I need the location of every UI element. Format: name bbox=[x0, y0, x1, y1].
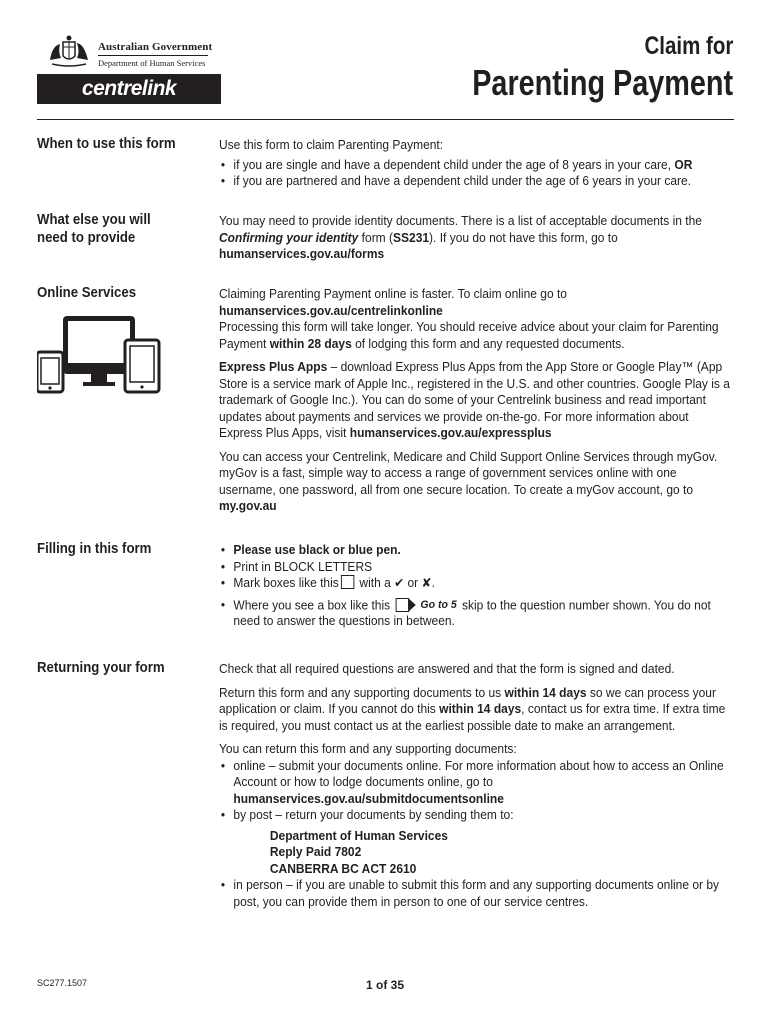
section-online-services bbox=[219, 286, 733, 522]
goto-box-icon: Go to 5 bbox=[395, 597, 456, 614]
page-number: 1 of 35 bbox=[365, 978, 404, 992]
section-filling-in bbox=[219, 542, 733, 630]
section-what-else bbox=[219, 213, 733, 270]
tick-icon: ✔ bbox=[394, 576, 405, 590]
submitdocuments-link[interactable]: humanservices.gov.au/submitdocumentsonline bbox=[233, 791, 504, 806]
form-code: SC277.1507 bbox=[37, 978, 88, 988]
heading-what-else: What else you will need to provide bbox=[37, 211, 151, 246]
forms-link[interactable]: humanservices.gov.au/forms bbox=[219, 247, 385, 261]
what-else-text: You may need to provide identity documents. There is a list of acceptable documents in the Confirming your identity form (SS231). If you do not have this form, go to humanservices.gov.au/forms bbox=[219, 214, 702, 261]
example-checkbox-icon bbox=[341, 575, 354, 589]
list-item: • online – submit your documents online. For more information about how to access an Online Account or how to lodge documents online, go to humanservices.gov.au/submitdocumentsonline bbox=[219, 758, 733, 808]
centrelinkonline-link[interactable]: humanservices.gov.au/centrelinkonline bbox=[219, 303, 443, 318]
header-rule bbox=[37, 119, 734, 120]
header-divider bbox=[98, 55, 208, 56]
coat-of-arms-icon bbox=[46, 34, 92, 68]
list-item: • if you are single and have a dependent child under the age of 8 years in your care, OR bbox=[219, 157, 733, 174]
mygov-link[interactable]: my.gov.au bbox=[219, 499, 277, 513]
heading-returning: Returning your form bbox=[37, 659, 165, 676]
list-item: • in person – if you are unable to submit this form and any supporting documents online or by post, you can provide them in person to one of our service centres. bbox=[219, 877, 733, 910]
expressplus-link[interactable]: humanservices.gov.au/expressplus bbox=[349, 426, 552, 440]
list-item: • Mark boxes like this with a ✔ or ✘. bbox=[219, 575, 733, 592]
government-name: Australian Government bbox=[98, 41, 213, 53]
cross-icon: ✘ bbox=[421, 576, 432, 590]
heading-online-services: Online Services bbox=[37, 284, 137, 301]
list-item: • Where you see a box like this Go to 5 skip to the question number shown. You do not need to answer the questions in between. bbox=[219, 597, 733, 630]
returning-paragraph-3: You can return this form and any supporting documents: bbox=[219, 742, 517, 756]
when-list bbox=[219, 157, 733, 190]
section-when-to-use bbox=[219, 137, 733, 190]
department-name: Department of Human Services bbox=[98, 58, 206, 68]
postal-address: Department of Human Services Reply Paid 7802 CANBERRA BC ACT 2610 bbox=[269, 828, 448, 876]
heading-when-to-use: When to use this form bbox=[37, 135, 176, 152]
section-returning bbox=[219, 661, 733, 910]
filling-list bbox=[219, 542, 733, 630]
when-intro: Use this form to claim Parenting Payment: bbox=[219, 138, 444, 152]
form-title-line1: Claim for bbox=[644, 32, 733, 60]
list-item: • by post – return your documents by sending them to: Department of Human Services Reply Paid 7802 CANBERRA BC ACT 2610 bbox=[219, 807, 733, 877]
brand-name: centrelink bbox=[81, 77, 177, 100]
online-paragraph-2: Express Plus Apps – download Express Plus Apps from the App Store or Google Play™ (App Store is a service mark of Apple Inc., registered in the U.S. and other countries. Google Play is a trademark of Google Inc.). You can do some of your Centrelink business and read important updates about payments and services we provide on-the-go. For more information about Express Plus Apps, visit humanservices.gov.au/expressplus bbox=[219, 360, 730, 440]
online-paragraph-1: Claiming Parenting Payment online is faster. To claim online go to humanservices.gov.au/centrelinkonline Processing this form will take longer. You should receive advice about your claim for Parenting Payment within 28 days of lodging this form and any requested documents. bbox=[219, 287, 719, 351]
heading-filling-in: Filling in this form bbox=[37, 540, 152, 557]
list-item: • Print in BLOCK LETTERS bbox=[219, 559, 733, 576]
list-item: • Please use black or blue pen. bbox=[219, 542, 733, 559]
returning-paragraph-1: Check that all required questions are answered and that the form is signed and dated. bbox=[219, 662, 675, 676]
centrelink-logo bbox=[37, 74, 221, 104]
form-title-line2: Parenting Payment bbox=[472, 62, 733, 103]
online-paragraph-3: You can access your Centrelink, Medicare and Child Support Online Services through myGov. myGov is a fast, simple way to access a range of government services online with one username, one password, all from one secure location. To create a myGov account, go to my.gov.au bbox=[219, 449, 718, 513]
returning-list bbox=[219, 758, 733, 911]
list-item: • if you are partnered and have a dependent child under the age of 6 years in your care. bbox=[219, 173, 733, 190]
devices-icon bbox=[37, 314, 161, 394]
returning-paragraph-2: Return this form and any supporting documents to us within 14 days so we can process your application or claim. If you cannot do this within 14 days, contact us for extra time. If extra time is required, you must contact us at the earliest possible date to make an arrangement. bbox=[219, 685, 726, 733]
